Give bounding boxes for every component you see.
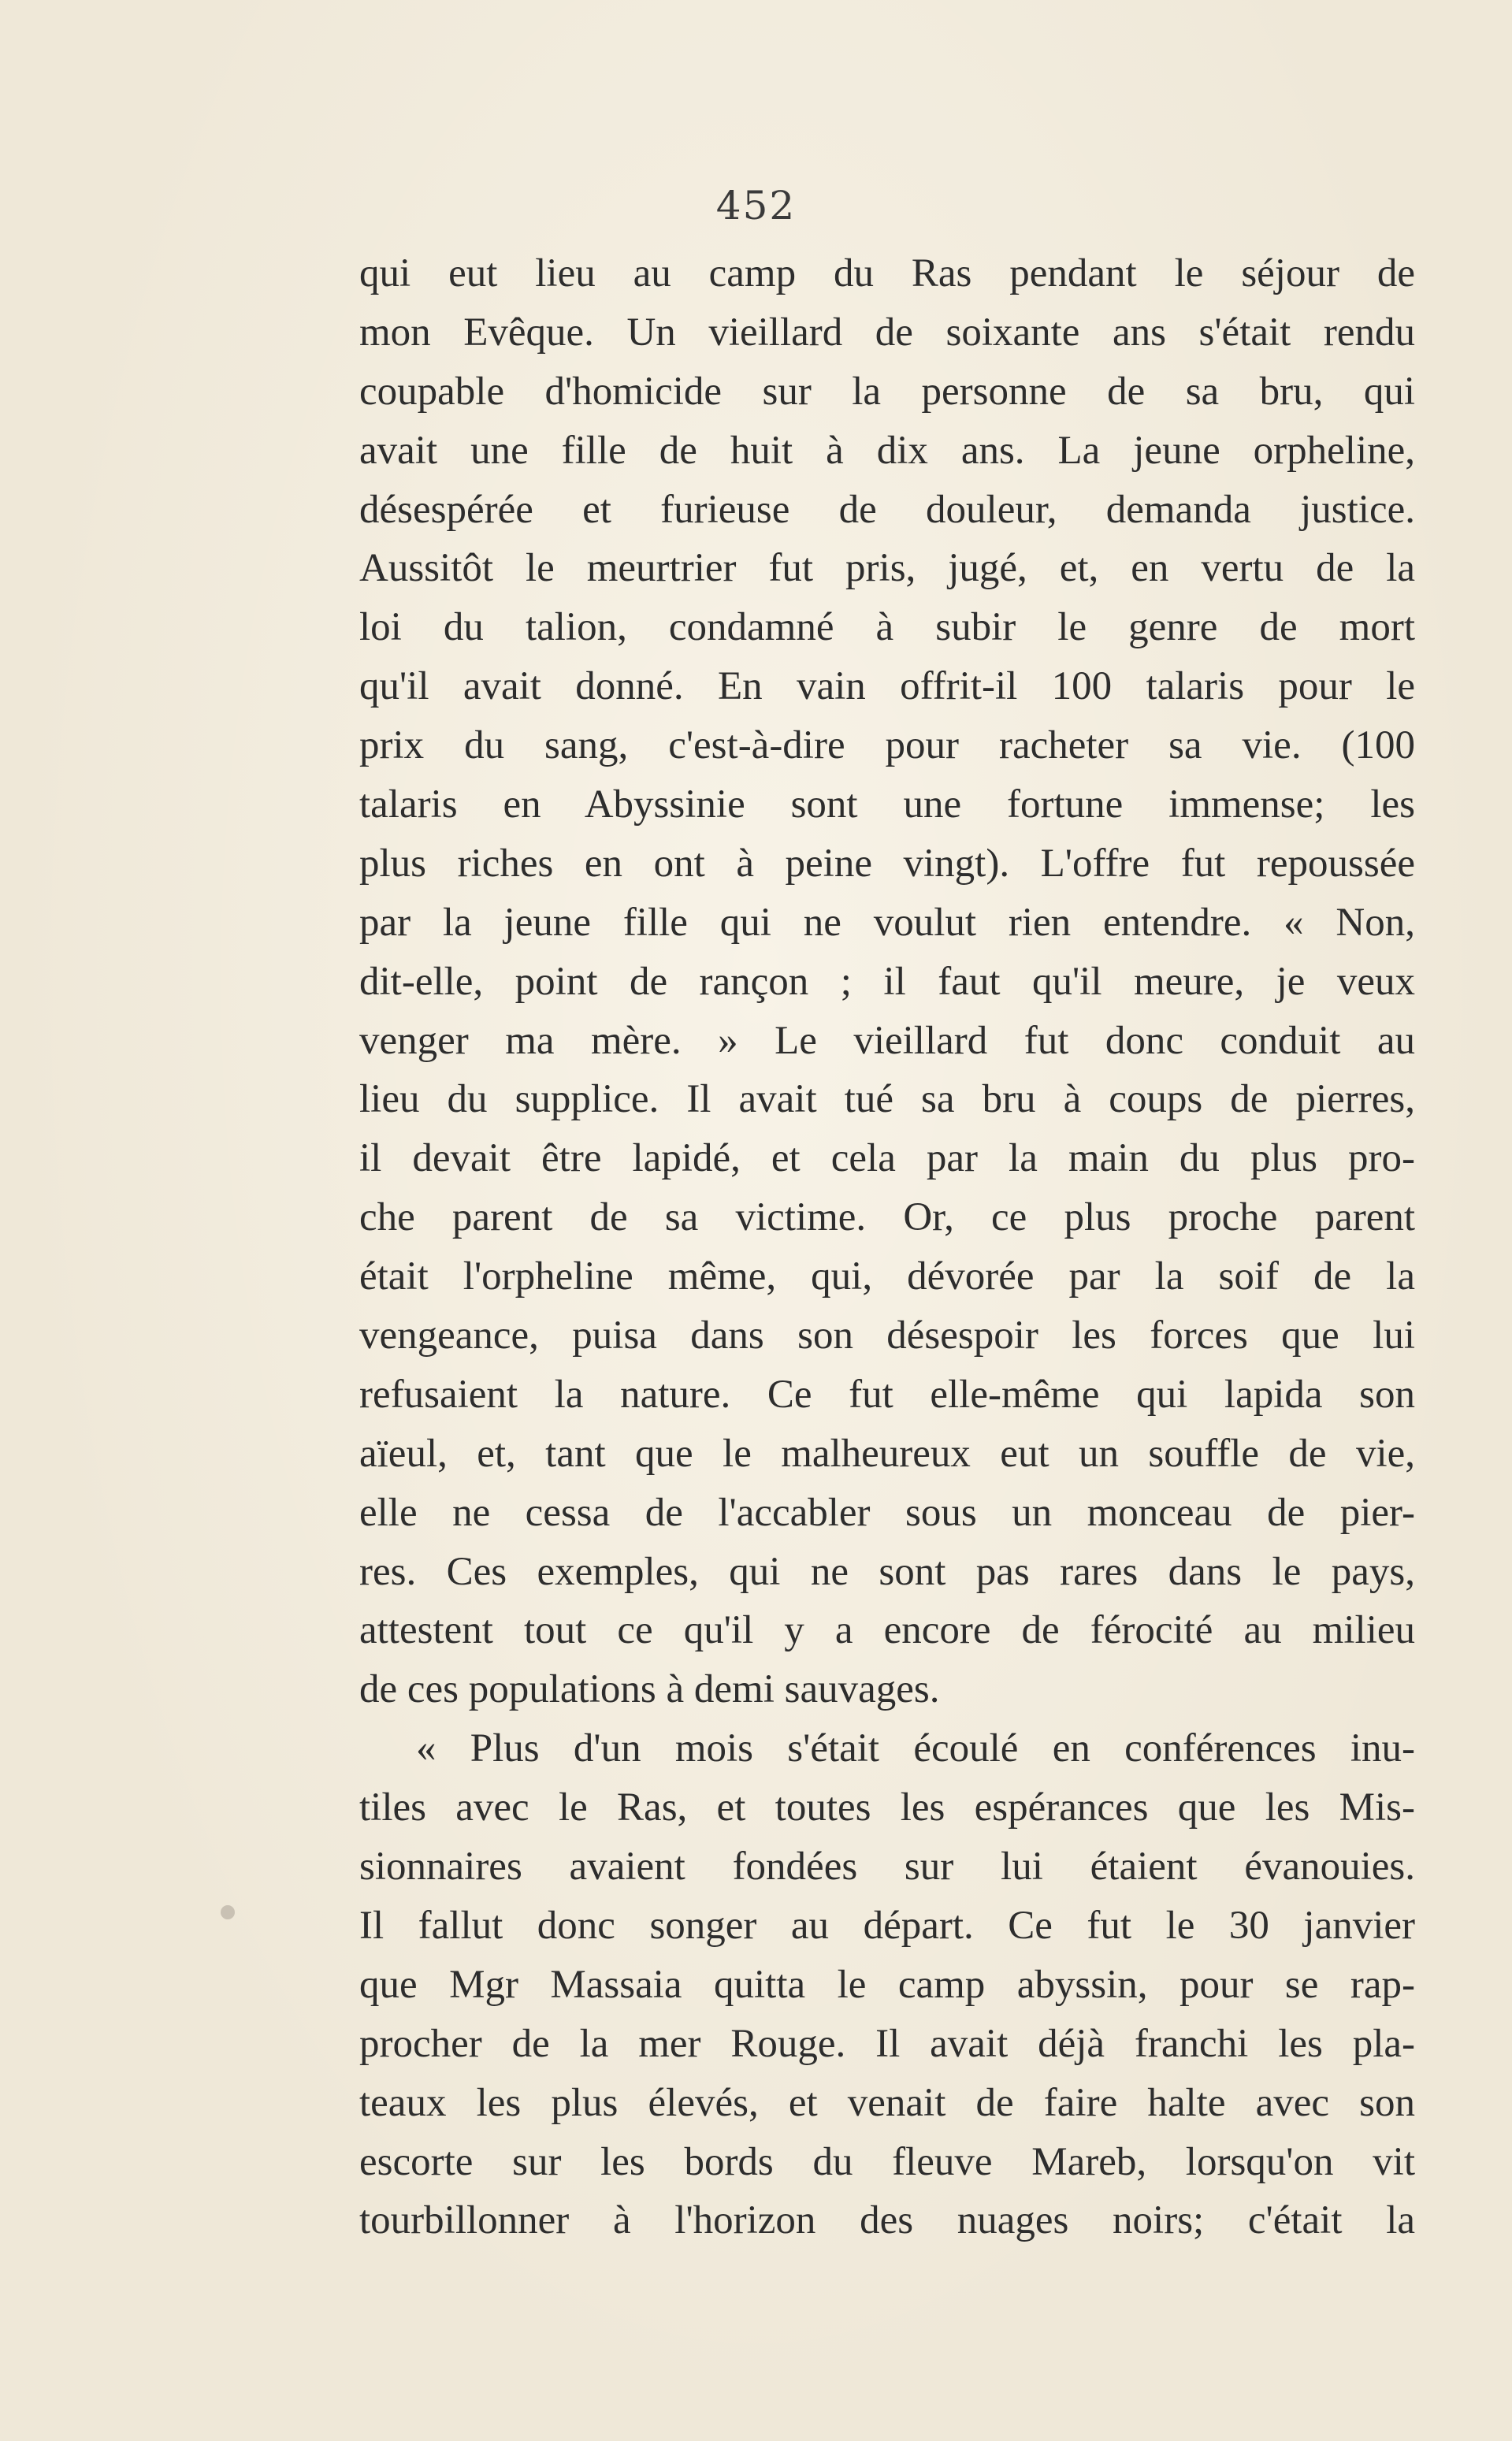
body-text <box>359 244 1415 2250</box>
text-line: Il fallut donc songer au départ. Ce fut le 30 janvier <box>359 1903 1415 1948</box>
text-line: aïeul, et, tant que le malheureux eut un souffle de vie, <box>359 1431 1415 1476</box>
text-line: escorte sur les bords du fleuve Mareb, lorsqu'on vit <box>359 2139 1415 2184</box>
text-line: loi du talion, condamné à subir le genre de mort <box>359 605 1415 650</box>
text-line: tiles avec le Ras, et toutes les espérances que les Mis- <box>359 1785 1415 1830</box>
text-line: qu'il avait donné. En vain offrit-il 100 talaris pour le <box>359 664 1415 709</box>
page-number: 452 <box>715 183 797 228</box>
text-line: talaris en Abyssinie sont une fortune immense; les <box>359 782 1415 827</box>
text-line: plus riches en ont à peine vingt). L'offre fut repoussée <box>359 841 1415 886</box>
text-line: était l'orpheline même, qui, dévorée par la soif de la <box>359 1254 1415 1299</box>
text-line: vengeance, puisa dans son désespoir les forces que lui <box>359 1313 1415 1358</box>
text-line-paragraph-end: de ces populations à demi sauvages. <box>359 1667 940 1712</box>
text-line: qui eut lieu au camp du Ras pendant le séjour de <box>359 251 1415 295</box>
text-line: par la jeune fille qui ne voulut rien entendre. « Non, <box>359 900 1415 945</box>
text-line: prix du sang, c'est-à-dire pour racheter sa vie. (100 <box>359 723 1415 768</box>
text-line: il devait être lapidé, et cela par la main du plus pro- <box>359 1136 1415 1181</box>
text-line: lieu du supplice. Il avait tué sa bru à coups de pierres, <box>359 1077 1415 1122</box>
text-line-paragraph-start: « Plus d'un mois s'était écoulé en conférences inu- <box>416 1726 1415 1771</box>
text-line: che parent de sa victime. Or, ce plus proche parent <box>359 1195 1415 1240</box>
text-line: teaux les plus élevés, et venait de faire halte avec son <box>359 2080 1415 2125</box>
text-line: refusaient la nature. Ce fut elle-même qui lapida son <box>359 1372 1415 1417</box>
text-line: coupable d'homicide sur la personne de sa bru, qui <box>359 369 1415 414</box>
text-line: elle ne cessa de l'accabler sous un monceau de pier- <box>359 1490 1415 1535</box>
text-line: mon Evêque. Un vieillard de soixante ans s'était rendu <box>359 310 1415 355</box>
text-line: res. Ces exemples, qui ne sont pas rares dans le pays, <box>359 1549 1415 1594</box>
text-line: sionnaires avaient fondées sur lui étaient évanouies. <box>359 1845 1415 1889</box>
text-line: désespérée et furieuse de douleur, demanda justice. <box>359 487 1415 532</box>
text-line: Aussitôt le meurtrier fut pris, jugé, et, en vertu de la <box>359 546 1415 591</box>
text-line: tourbillonner à l'horizon des nuages noirs; c'était la <box>359 2198 1415 2243</box>
paper-spot <box>221 1905 235 1919</box>
text-line: avait une fille de huit à dix ans. La jeune orpheline, <box>359 428 1415 473</box>
text-line: attestent tout ce qu'il y a encore de férocité au milieu <box>359 1608 1415 1653</box>
text-line: venger ma mère. » Le vieillard fut donc conduit au <box>359 1018 1415 1063</box>
text-line: que Mgr Massaia quitta le camp abyssin, pour se rap- <box>359 1962 1415 2007</box>
text-line: dit-elle, point de rançon ; il faut qu'il meure, je veux <box>359 959 1415 1004</box>
text-line: procher de la mer Rouge. Il avait déjà franchi les pla- <box>359 2021 1415 2066</box>
